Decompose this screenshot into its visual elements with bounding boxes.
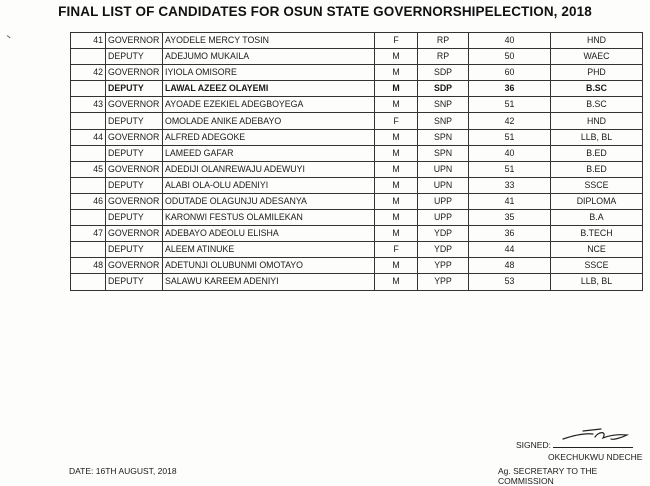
position-cell: DEPUTY [106,210,163,226]
party-cell: UPN [418,161,469,177]
party-cell: SNP [418,113,469,129]
table-row [71,81,643,97]
party-cell: SDP [418,81,469,97]
age-cell: 51 [469,97,551,113]
qualification-cell: PHD [551,65,643,81]
candidate-name-cell: LAMEED GAFAR [163,145,375,161]
candidate-name-cell: ALFRED ADEGOKE [163,129,375,145]
serial-number-cell [71,113,106,129]
age-cell: 60 [469,65,551,81]
serial-number-cell: 47 [71,226,106,242]
sex-cell: M [375,258,418,274]
position-cell: GOVERNOR [106,129,163,145]
scan-mark [6,35,11,40]
candidate-name-cell: ODUTADE OLAGUNJU ADESANYA [163,193,375,209]
candidate-name-cell: ADEJUMO MUKAILA [163,49,375,65]
qualification-cell: LLB, BL [551,129,643,145]
position-cell: GOVERNOR [106,65,163,81]
table-row [71,49,643,65]
party-cell: RP [418,49,469,65]
document-date: DATE: 16TH AUGUST, 2018 [69,466,177,476]
sex-cell: M [375,226,418,242]
serial-number-cell: 43 [71,97,106,113]
serial-number-cell [71,242,106,258]
party-cell: SNP [418,97,469,113]
serial-number-cell: 41 [71,33,106,49]
table-row [71,145,643,161]
candidate-name-cell: ADETUNJI OLUBUNMI OMOTAYO [163,258,375,274]
serial-number-cell: 42 [71,65,106,81]
party-cell: YPP [418,258,469,274]
table-row [71,97,643,113]
sex-cell: F [375,242,418,258]
qualification-cell: SSCE [551,258,643,274]
qualification-cell: B.ED [551,145,643,161]
qualification-cell: B.ED [551,161,643,177]
position-cell: DEPUTY [106,113,163,129]
age-cell: 40 [469,145,551,161]
serial-number-cell [71,145,106,161]
secretary-role: Ag. SECRETARY TO THE COMMISSION [498,466,598,486]
sex-cell: M [375,49,418,65]
table-row [71,258,643,274]
party-cell: UPP [418,210,469,226]
candidate-name-cell: IYIOLA OMISORE [163,65,375,81]
party-cell: YDP [418,226,469,242]
serial-number-cell: 44 [71,129,106,145]
party-cell: SPN [418,145,469,161]
qualification-cell: SSCE [551,177,643,193]
age-cell: 42 [469,113,551,129]
party-cell: RP [418,33,469,49]
sex-cell: M [375,145,418,161]
table-row [71,161,643,177]
qualification-cell: HND [551,33,643,49]
party-cell: YPP [418,274,469,290]
party-cell: SDP [418,65,469,81]
position-cell: GOVERNOR [106,193,163,209]
age-cell: 36 [469,226,551,242]
serial-number-cell [71,177,106,193]
qualification-cell: HND [551,113,643,129]
age-cell: 50 [469,49,551,65]
serial-number-cell [71,81,106,97]
table-row [71,113,643,129]
position-cell: DEPUTY [106,242,163,258]
candidate-name-cell: ADEDIJI OLANREWAJU ADEWUYI [163,161,375,177]
serial-number-cell: 48 [71,258,106,274]
serial-number-cell: 46 [71,193,106,209]
signed-label: SIGNED: [516,440,551,450]
candidate-name-cell: SALAWU KAREEM ADENIYI [163,274,375,290]
candidate-name-cell: LAWAL AZEEZ OLAYEMI [163,81,375,97]
table-row [71,65,643,81]
age-cell: 33 [469,177,551,193]
age-cell: 35 [469,210,551,226]
age-cell: 48 [469,258,551,274]
age-cell: 53 [469,274,551,290]
party-cell: UPN [418,177,469,193]
table-row [71,129,643,145]
age-cell: 51 [469,129,551,145]
position-cell: GOVERNOR [106,33,163,49]
age-cell: 36 [469,81,551,97]
sex-cell: F [375,113,418,129]
sex-cell: M [375,177,418,193]
candidate-name-cell: AYODELE MERCY TOSIN [163,33,375,49]
qualification-cell: B.SC [551,81,643,97]
age-cell: 44 [469,242,551,258]
position-cell: GOVERNOR [106,161,163,177]
age-cell: 40 [469,33,551,49]
candidate-name-cell: OMOLADE ANIKE ADEBAYO [163,113,375,129]
position-cell: DEPUTY [106,49,163,65]
candidates-table [70,32,643,291]
candidate-name-cell: ALEEM ATINUKE [163,242,375,258]
sex-cell: M [375,81,418,97]
position-cell: DEPUTY [106,274,163,290]
position-cell: GOVERNOR [106,97,163,113]
sex-cell: M [375,129,418,145]
party-cell: UPP [418,193,469,209]
serial-number-cell [71,210,106,226]
secretary-name: OKECHUKWU NDECHE [548,452,643,462]
table-row [71,210,643,226]
serial-number-cell [71,49,106,65]
position-cell: GOVERNOR [106,258,163,274]
position-cell: GOVERNOR [106,226,163,242]
position-cell: DEPUTY [106,177,163,193]
table-row [71,274,643,290]
position-cell: DEPUTY [106,81,163,97]
age-cell: 41 [469,193,551,209]
serial-number-cell: 45 [71,161,106,177]
table-row [71,177,643,193]
table-row [71,226,643,242]
candidate-name-cell: AYOADE EZEKIEL ADEGBOYEGA [163,97,375,113]
qualification-cell: B.TECH [551,226,643,242]
candidate-name-cell: ADEBAYO ADEOLU ELISHA [163,226,375,242]
party-cell: YDP [418,242,469,258]
sex-cell: F [375,33,418,49]
qualification-cell: DIPLOMA [551,193,643,209]
candidate-name-cell: KARONWI FESTUS OLAMILEKAN [163,210,375,226]
qualification-cell: B.SC [551,97,643,113]
sex-cell: M [375,65,418,81]
qualification-cell: WAEC [551,49,643,65]
serial-number-cell [71,274,106,290]
table-row [71,193,643,209]
party-cell: SPN [418,129,469,145]
sex-cell: M [375,274,418,290]
sex-cell: M [375,97,418,113]
table-row [71,33,643,49]
sex-cell: M [375,210,418,226]
document-title: FINAL LIST OF CANDIDATES FOR OSUN STATE GOVERNORSHIPELECTION, 2018 [58,4,592,19]
sex-cell: M [375,161,418,177]
qualification-cell: B.A [551,210,643,226]
age-cell: 51 [469,161,551,177]
sex-cell: M [375,193,418,209]
position-cell: DEPUTY [106,145,163,161]
qualification-cell: NCE [551,242,643,258]
signature-line [553,447,633,448]
candidate-name-cell: ALABI OLA-OLU ADENIYI [163,177,375,193]
qualification-cell: LLB, BL [551,274,643,290]
table-row [71,242,643,258]
